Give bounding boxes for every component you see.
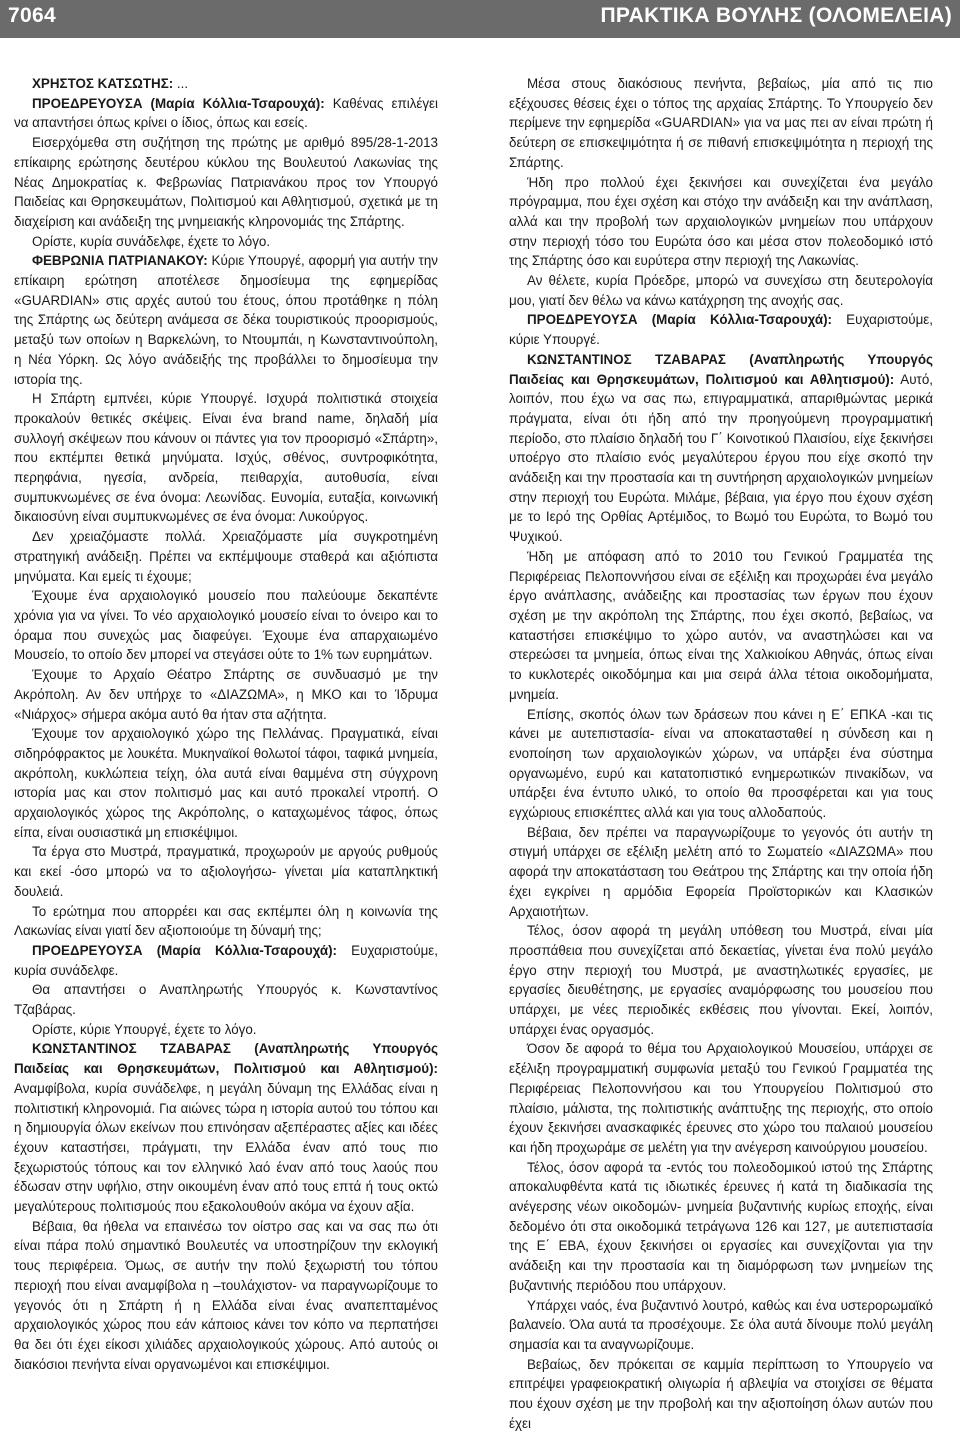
- paragraph: Βεβαίως, δεν πρόκειται σε καμμία περίπτωση το Υπουργείο να επιτρέψει γραφειοκρατική ολιγωρία ή αβλεψία να στοιχίσει σε θέματα που έχουν σχέση με την προβολή και την αξιοποίηση όλων αυτών που έχει: [509, 1356, 933, 1431]
- paragraph: Ήδη με απόφαση από το 2010 του Γενικού Γραμματέα της Περιφέρειας Πελοποννήσου είναι σε εξέλιξη και προχωράει ένα μεγάλο έργο ανάπλασης, ανάδειξης και προστασίας των έργων που έχουν σχέση με την ακρόπολη της Σπάρτης, που έχει σκοπό, βεβαίως, να καταστήσει επισκέψιμο το χώρο αυτόν, να αναστηλώσει και να στερεώσει τα μνημεία, όπως είναι της Χαλκιοίκου Αθηνάς, όπως είναι το κυκλοτερές οικοδόμημα και μια σειρά άλλα τέτοια οικοδομήματα, μνημεία.: [509, 548, 933, 702]
- speaker-name: ΧΡΗΣΤΟΣ ΚΑΤΣΩΤΗΣ:: [32, 76, 174, 91]
- paragraph: [14, 1039, 438, 1216]
- paragraph: Ορίστε, κυρία συνάδελφε, έχετε το λόγο.: [32, 233, 271, 249]
- page-header: [0, 0, 960, 38]
- speaker-name: ΠΡΟΕΔΡΕΥΟΥΣΑ (Μαρία Κόλλια-Τσαρουχά):: [527, 312, 833, 328]
- paragraph: [14, 74, 438, 94]
- paragraph: Μέσα στους διακόσιους πενήντα, βεβαίως, μία από τις πιο εξέχουσες θέσεις έχει ο τόπος της αρχαίας Σπάρτης. Το Υπουργείο δεν περίμενε την εφημερίδα «GUARDIAN» για να μας πει αν είναι πρώτη ή δεύτερη σε επισκεψιμότητα ή σε πιθανή επισκεψιμότητα η περιοχή της Σπάρτης.: [509, 76, 933, 170]
- paragraph-text: ...: [173, 76, 189, 91]
- paragraph: Τα έργα στο Μυστρά, πραγματικά, προχωρούν με αργούς ρυθμούς και εκεί -όσο μπορώ να το αξιολογήσω- γίνεται μία καταπληκτική δουλειά.: [14, 844, 438, 899]
- paragraph: Αν θέλετε, κυρία Πρόεδρε, μπορώ να συνεχίσω στη δευτερολογία μου, γιατί δεν θέλω να κάνω κατάχρηση της ανοχής σας.: [509, 273, 933, 308]
- paragraph-text: Ευχαριστούμε, κυρία συνάδελφε.: [14, 942, 438, 978]
- paragraph: Ήδη προ πολλού έχει ξεκινήσει και συνεχίζεται ένα μεγάλο πρόγραμμα, που έχει σχέση και στόχο την ανάδειξη και την ανάπλαση, αλλά και την προβολή των αρχαιολογικών μνημείων που υπάρχουν στην περιοχή τόσο του Ευρώτα όσο και μέσα στον πολεοδομικό ιστό της Σπάρτης όσο και ευρύτερα στην περιοχή της Λακωνίας.: [509, 174, 933, 269]
- paragraph: Θα απαντήσει ο Αναπληρωτής Υπουργός κ. Κωνσταντίνος Τζαβάρας.: [14, 982, 438, 1018]
- paragraph: Όσον δε αφορά το θέμα του Αρχαιολογικού Μουσείου, υπάρχει σε εξέλιξη προγραμματική συμφωνία μεταξύ του Γενικού Γραμματέα της Περιφέρειας Πελοποννήσου και του Υπουργείου Πολιτισμού στο πλαίσιο, μάλιστα, της πολιτιστικής ανάπτυξης της περιοχής, στο οποίο έχουν ξεκινήσει ανασκαφικές έρευνες στο χώρο του παλαιού μουσείου και ήδη προχωράμε σε μελέτη για την ανέγερση καινούργιου μουσείου.: [509, 1041, 933, 1155]
- right-column: [509, 74, 933, 1434]
- paragraph-text: Κύριε Υπουργέ, αφορμή για αυτήν την επίκαιρη ερώτηση αποτέλεσε δημοσίευμα της εφημερίδας «GUARDIAN» στις αρχές αυτού του έτους, όπου προτάθηκε η πόλη της Σπάρτης ως δεύτερη ανάμεσα σε δέκα τουριστικούς προορισμούς, μεταξύ των οποίων η Βαρκελώνη, το Ντουμπάι, η Κωνσταντινούπολη, η Νέα Υόρκη. Ως λόγο ανάδειξής της προβάλλει το δημοσίευμα την ιστορία της.: [14, 253, 438, 387]
- paragraph: [14, 941, 438, 980]
- left-column: [14, 74, 438, 1434]
- paragraph: Ορίστε, κύριε Υπουργέ, έχετε το λόγο.: [32, 1021, 257, 1037]
- paragraph: [509, 350, 933, 547]
- speaker-name: ΠΡΟΕΔΡΕΥΟΥΣΑ (Μαρία Κόλλια-Τσαρουχά):: [32, 95, 325, 111]
- paragraph: Τέλος, όσον αφορά τα -εντός του πολεοδομικού ιστού της Σπάρτης αποκαλυφθέντα κατά τις ιδιωτικές έρευνες ή κατά τη διαδικασία της ανέγερσης νέων οικοδομών- μνημεία βυζαντινής κυρίως εποχής, είναι δεδομένο ότι στα οικοδομικά τετράγωνα 126 και 127, με αυτεπιστασία της Ε΄ ΕΒΑ, έχουν ξεκινήσει οι εργασίες και συνεχίζονται για την ανάδειξη και την προστασία και τη διαμόρφωση των μνημείων της βυζαντινής περιόδου που υπάρχουν.: [509, 1159, 933, 1293]
- paragraph: Έχουμε το Αρχαίο Θέατρο Σπάρτης σε συνδυασμό με την Ακρόπολη. Αν δεν υπήρχε το «ΔΙΑΖΩΜΑ», η ΜΚΟ και το Ίδρυμα «Νιάρχος» σήμερα ακόμα αυτό θα ήταν στα αζήτητα.: [14, 667, 438, 722]
- paragraph-text: Αυτό, λοιπόν, που έχω να σας πω, επιγραμματικά, απαριθμώντας μερικά πράγματα, είναι ότι ήδη από την προηγούμενη προγραμματική περίοδο, στο πλαίσιο δηλαδή του Γ΄ Κοινοτικού Πλαισίου, είχε ξεκινήσει υποέργο στο πλαίσιο ενός μεγαλύτερου έργου που είχε σκοπό την ανάδειξη και την προστασία και τη συντήρηση αρχαιολογικών μνημείων στην περιοχή του Ευρώτα. Μιλάμε, βέβαια, για έργο που έχουν σχέση με το Ιερό της Ορθίας Αρτέμιδος, το Βωμό του Ευρώτα, το Βωμό του Ψυχικού.: [509, 371, 933, 545]
- paragraph: Τέλος, όσον αφορά τη μεγάλη υπόθεση του Μυστρά, είναι μία προσπάθεια που συνεχίζεται από δεκαετίας, γίνεται ένα πολύ μεγάλο έργο στην περιοχή του Μυστρά, με αναστηλωτικές εργασίες, με εργασίες διευθέτησης, με εργασίες αναμόρφωσης του μουσείου που υπάρχει, με νέες περιοδικές εκθέσεις που γίνονται. Εκεί, λοιπόν, υπάρχει ένας οργασμός.: [509, 923, 933, 1037]
- speaker-name: ΦΕΒΡΩΝΙΑ ΠΑΤΡΙΑΝΑΚΟΥ:: [32, 253, 208, 269]
- paragraph: [14, 94, 438, 133]
- paragraph: Δεν χρειαζόμαστε πολλά. Χρειαζόμαστε μία συγκροτημένη στρατηγική ανάδειξη. Πρέπει να εκπέμψουμε σταθερά και αξιόπιστα μηνύματα. Και εμείς τι έχουμε;: [14, 529, 438, 584]
- paragraph-text: Ευχαριστούμε, κύριε Υπουργέ.: [509, 312, 933, 348]
- paragraph: Η Σπάρτη εμπνέει, κύριε Υπουργέ. Ισχυρά πολιτιστικά στοιχεία προκαλούν θετικές σκέψεις. Είναι ένα brand name, δηλαδή μία συλλογή σκέψεων που κάνουν οι πάντες για τον προορισμό «Σπάρτη», που εκπέμπει θετικά μηνύματα. Ισχύς, σθένος, συντροφικότητα, περηφάνια, ηγεσία, ανδρεία, πειθαρχία, αυτοθυσία, είναι συμπυκνωμένες σε ένα όνομα: Λεωνίδας. Ευνομία, ευταξία, κοινωνική δικαιοσύνη είναι συμπυκνωμένες σε ένα όνομα: Λυκούργος.: [14, 391, 438, 525]
- speaker-name: ΚΩΝΣΤΑΝΤΙΝΟΣ ΤΖΑΒΑΡΑΣ (Αναπληρωτής Υπουργός Παιδείας και Θρησκευμάτων, Πολιτισμού και Αθλητισμού):: [509, 351, 933, 387]
- paragraph: [14, 251, 438, 389]
- page-number: 7064: [8, 4, 56, 27]
- paragraph: [509, 310, 933, 349]
- paragraph-text: Αναμφίβολα, κυρία συνάδελφε, η μεγάλη δύναμη της Ελλάδας είναι η πολιτιστική κληρονομιά. Για αιώνες τώρα η ιστορία αυτού του τόπου και η δημιουργία όλων εκείνων που επινόησαν αξεπέραστες αξίες και ιδέες έχουν καταστήσει, πράγματι, την Ελλάδα έναν από τους πιο ξεχωριστούς τόπους και τον ελληνικό λαό έναν από τους λαούς που έδωσαν στην υφήλιο, στην οικουμένη έναν από τους επτά ή τους οκτώ μεγαλύτερους πολιτισμούς που εξακολουθούν ακόμα να έχουν αξία.: [14, 1080, 438, 1215]
- paragraph: Υπάρχει ναός, ένα βυζαντινό λουτρό, καθώς και ένα υστερορωμαϊκό βαλανείο. Όλα αυτά τα προσέχουμε. Σε όλα αυτά δίνουμε πολύ μεγάλη σημασία και τα αναγνωρίζουμε.: [509, 1297, 933, 1352]
- paragraph: Έχουμε ένα αρχαιολογικό μουσείο που παλεύουμε δεκαπέντε χρόνια για να γίνει. Το νέο αρχαιολογικό μουσείο είναι το όνειρο και το όραμα που συνεχώς μας διαφεύγει. Έχουμε ένα απαρχαιωμένο Μουσείο, το οποίο δεν μπορεί να στεγάσει ούτε το 1% των ευρημάτων.: [14, 588, 438, 663]
- paragraph: Επίσης, σκοπός όλων των δράσεων που κάνει η Ε΄ ΕΠΚΑ -και τις κάνει με αυτεπιστασία- είναι να αποκατασταθεί η σύνδεση και η ενοποίηση των αρχαιολογικών χώρων, να υπάρξει ένα σύστημα οργανωμένο, ευρύ και κατατοπιστικό ενημερωτικών πινακίδων, να υπάρξει ένα έντυπο υλικό, το οποίο θα προσφέρεται και για τους εγχώριους επισκέπτες αλλά και για τους αλλοδαπούς.: [509, 706, 933, 821]
- running-title: ΠΡΑΚΤΙΚΑ ΒΟΥΛΗΣ (ΟΛΟΜΕΛΕΙΑ): [600, 4, 952, 27]
- paragraph: Βέβαια, θα ήθελα να επαινέσω τον οίστρο σας και να σας πω ότι είναι πάρα πολύ σημαντικό Βουλευτές να υποστηρίζουν την εκλογική τους περιφέρεια. Όμως, σε αυτήν την πολύ ξεχωριστή του τόπου περιοχή που είναι αναμφίβολα η –τουλάχιστον- να παραγνωρίζουμε το γεγονός ότι η Σπάρτη ή η Ελλάδα είναι ένας αναπεπταμένος αρχαιολογικός χώρος που εάν κάποιος κάνει τον κόπο να περπατήσει θα δει ότι έχει είκοσι χιλιάδες αρχαιολογικούς χώρους. Από αυτούς οι διακόσιοι πενήντα είναι οργανωμένοι και επισκέψιμοι.: [14, 1218, 438, 1372]
- paragraph: Το ερώτημα που απορρέει και σας εκπέμπει όλη η κοινωνία της Λακωνίας είναι γιατί δεν αξιοποιούμε τη δύναμή της;: [14, 903, 438, 939]
- paragraph: Εισερχόμεθα στη συζήτηση της πρώτης με αριθμό 895/28-1-2013 επίκαιρης ερώτησης δευτέρου κύκλου της Βουλευτού Λακωνίας της Νέας Δημοκρατίας κ. Φεβρωνίας Πατριανάκου προς τον Υπουργό Παιδείας και Θρησκευμάτων, Πολιτισμού και Αθλητισμού, σχετικά με τη διαχείριση και ανάδειξη της μνημειακής κληρονομιάς της Σπάρτης.: [14, 135, 438, 229]
- paragraph-text: Καθένας επιλέγει να απαντήσει όπως κρίνει ο ίδιος, όπως και εσείς.: [14, 95, 438, 131]
- speaker-name: ΠΡΟΕΔΡΕΥΟΥΣΑ (Μαρία Κόλλια-Τσαρουχά):: [32, 942, 338, 958]
- speaker-name: ΚΩΝΣΤΑΝΤΙΝΟΣ ΤΖΑΒΑΡΑΣ (Αναπληρωτής Υπουργός Παιδείας και Θρησκευμάτων, Πολιτισμού και Αθλητισμού):: [14, 1041, 438, 1077]
- paragraph: Βέβαια, δεν πρέπει να παραγνωρίζουμε το γεγονός ότι αυτήν τη στιγμή υπάρχει σε εξέλιξη μελέτη από το Σωματείο «ΔΙΑΖΩΜΑ» που αφορά την αποκατάσταση του Θεάτρου της Σπάρτης και την οποία ήδη έχει εγκρίνει η αρμόδια Εφορεία Προϊστορικών και Κλασικών Αρχαιοτήτων.: [509, 824, 933, 919]
- paragraph: Έχουμε τον αρχαιολογικό χώρο της Πελλάνας. Πραγματικά, είναι σιδηρόφρακτος με λουκέτα. Μυκηναϊκοί θολωτοί τάφοι, ταφικά μνημεία, ακρόπολη, κυκλώπεια τείχη, όλα αυτά είναι θαμμένα στη σύγχρονη ιστορία μας και στον πολιτισμό μας και αυτό προκαλεί ντροπή. Ο αρχαιολογικός χώρος της Ακρόπολης, ο καταχωμένος τάφος, όπως είπα, είναι ουσιαστικά μη επισκέψιμοι.: [14, 726, 438, 840]
